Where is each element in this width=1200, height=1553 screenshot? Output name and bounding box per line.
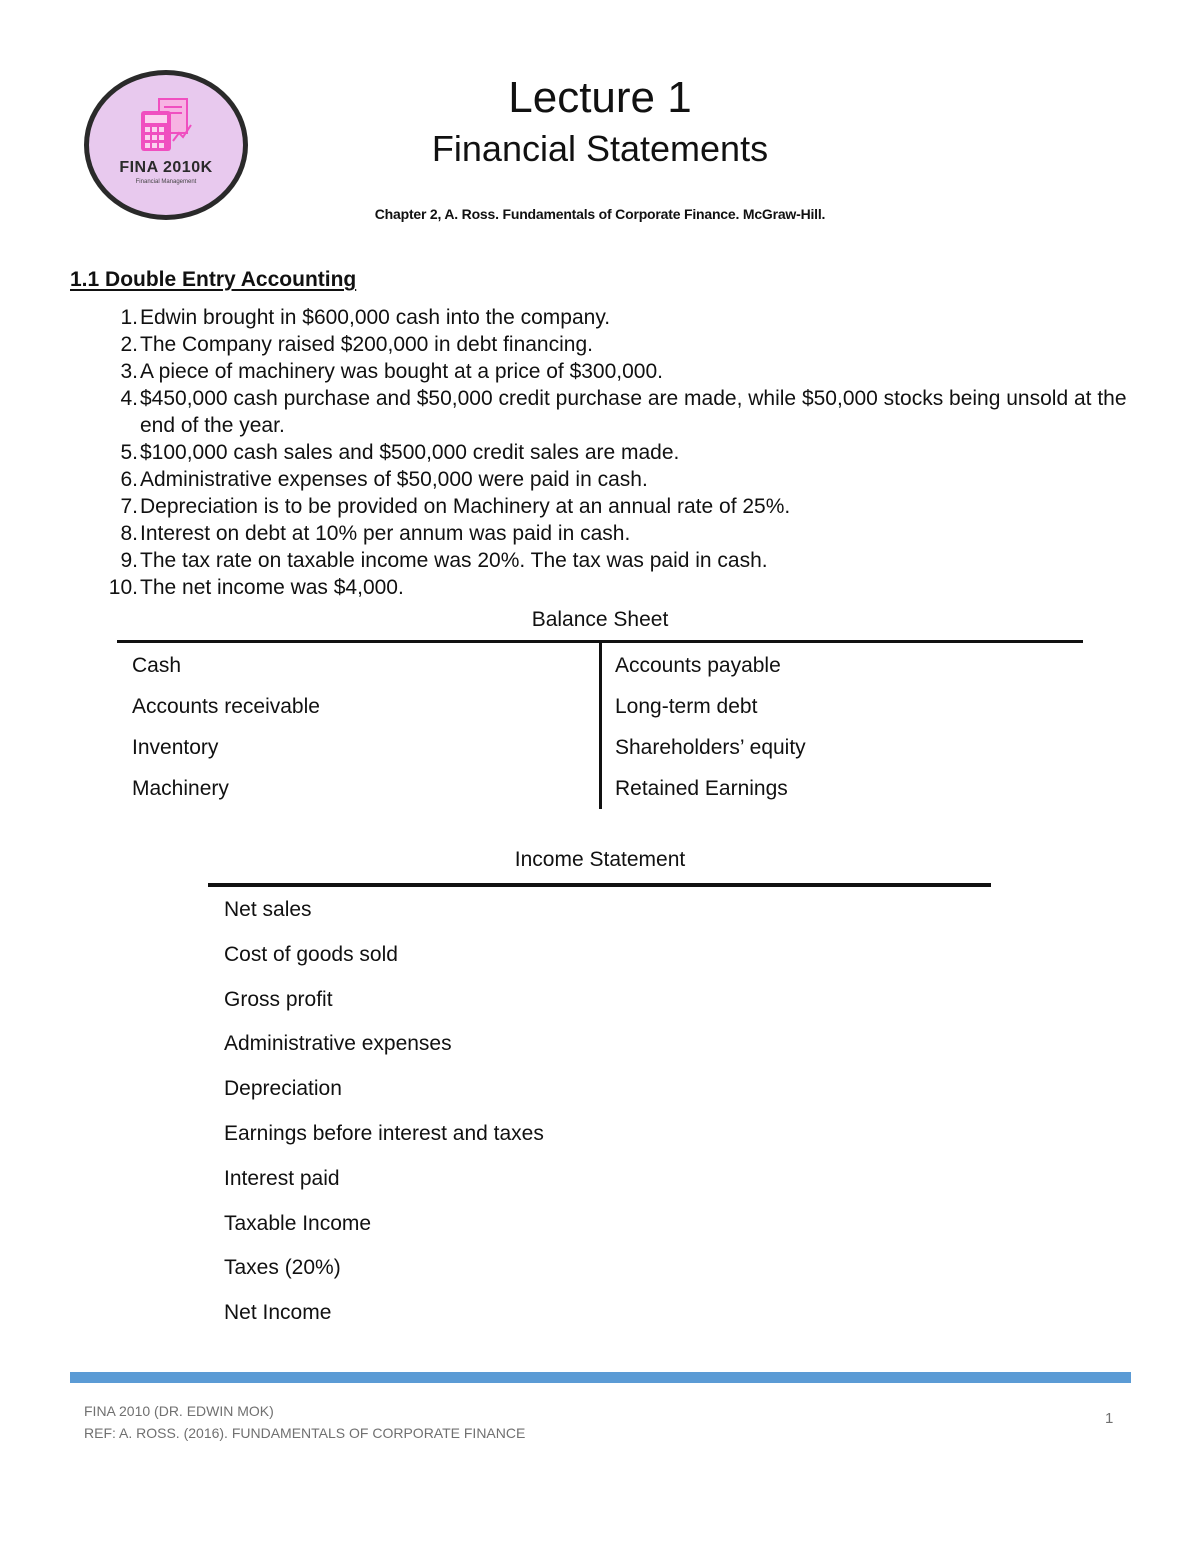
footer-reference: REF: A. ROSS. (2016). FUNDAMENTALS OF CORPORATE FINANCE bbox=[84, 1425, 526, 1441]
income-row: Depreciation bbox=[224, 1077, 342, 1101]
list-text: The Company raised $200,000 in debt financing. bbox=[140, 333, 593, 356]
liability-row: Accounts payable bbox=[615, 654, 781, 677]
transaction-list bbox=[70, 304, 1140, 601]
income-row: Net sales bbox=[224, 898, 312, 921]
income-row: Taxes (20%) bbox=[224, 1256, 341, 1280]
list-text: Depreciation is to be provided on Machinery at an annual rate of 25%. bbox=[140, 495, 791, 518]
list-item bbox=[70, 520, 1140, 547]
list-number: 4. bbox=[120, 387, 138, 410]
list-item bbox=[70, 304, 1140, 331]
list-number: 5. bbox=[120, 441, 138, 464]
list-number: 9. bbox=[120, 549, 138, 572]
income-row: Interest paid bbox=[224, 1166, 340, 1190]
list-item bbox=[70, 493, 1140, 520]
list-text: $450,000 cash purchase and $50,000 credit purchase are made, while $50,000 stocks being unsold at the end of the year. bbox=[140, 387, 1127, 437]
list-item bbox=[70, 358, 1140, 385]
balance-sheet-liabilities bbox=[615, 645, 806, 809]
income-row: Earnings before interest and taxes bbox=[224, 1121, 544, 1145]
asset-row: Machinery bbox=[132, 777, 229, 800]
footer-course: FINA 2010 (DR. EDWIN MOK) bbox=[84, 1403, 274, 1419]
income-row: Administrative expenses bbox=[224, 1032, 452, 1056]
chapter-reference: Chapter 2, A. Ross. Fundamentals of Corporate Finance. McGraw-Hill. bbox=[374, 206, 826, 222]
list-text: Administrative expenses of $50,000 were paid in cash. bbox=[140, 468, 648, 491]
balance-sheet-divider bbox=[599, 643, 602, 809]
list-item bbox=[70, 331, 1140, 358]
income-row: Taxable Income bbox=[224, 1211, 372, 1235]
list-number: 8. bbox=[120, 522, 138, 545]
lecture-title: Lecture 1 bbox=[508, 73, 692, 122]
income-statement-rows bbox=[224, 888, 544, 1336]
list-text: The tax rate on taxable income was 20%. The tax was paid in cash. bbox=[140, 549, 768, 572]
list-number: 6. bbox=[120, 468, 138, 491]
list-item bbox=[70, 466, 1140, 493]
income-statement-caption: Income Statement bbox=[514, 848, 686, 871]
liability-row: Shareholders’ equity bbox=[615, 736, 806, 759]
list-number: 3. bbox=[120, 360, 138, 383]
liability-row: Long-term debt bbox=[615, 695, 758, 718]
logo-subtitle: Financial Management bbox=[135, 179, 197, 185]
list-number: 1. bbox=[120, 306, 138, 329]
logo-title: FINA 2010K bbox=[119, 159, 213, 176]
asset-row: Inventory bbox=[132, 736, 219, 759]
footer-text bbox=[84, 1400, 525, 1444]
list-text: Interest on debt at 10% per annum was paid in cash. bbox=[140, 522, 631, 545]
list-text: The net income was $4,000. bbox=[140, 576, 404, 599]
lecture-subtitle: Financial Statements bbox=[431, 128, 769, 169]
list-item bbox=[70, 547, 1140, 574]
page-number: 1 bbox=[1105, 1410, 1114, 1427]
asset-row: Accounts receivable bbox=[132, 695, 320, 718]
section-heading: 1.1 Double Entry Accounting bbox=[70, 268, 357, 291]
list-text: A piece of machinery was bought at a price of $300,000. bbox=[140, 360, 664, 383]
footer-bar bbox=[70, 1372, 1131, 1383]
list-text: $100,000 cash sales and $500,000 credit sales are made. bbox=[140, 441, 680, 464]
income-row: Cost of goods sold bbox=[224, 942, 398, 966]
liability-row: Retained Earnings bbox=[615, 777, 788, 800]
list-number: 7. bbox=[120, 495, 138, 518]
asset-row: Cash bbox=[132, 654, 182, 677]
list-item bbox=[70, 574, 1140, 601]
balance-sheet-caption: Balance Sheet bbox=[531, 608, 669, 631]
income-row: Net Income bbox=[224, 1301, 332, 1325]
list-item bbox=[70, 385, 1140, 439]
list-number: 2. bbox=[120, 333, 138, 356]
list-item bbox=[70, 439, 1140, 466]
income-statement-top-rule bbox=[208, 883, 991, 887]
income-row: Gross profit bbox=[224, 987, 333, 1011]
balance-sheet-assets bbox=[132, 645, 320, 809]
list-number: 10. bbox=[108, 576, 138, 599]
list-text: Edwin brought in $600,000 cash into the company. bbox=[140, 306, 611, 329]
